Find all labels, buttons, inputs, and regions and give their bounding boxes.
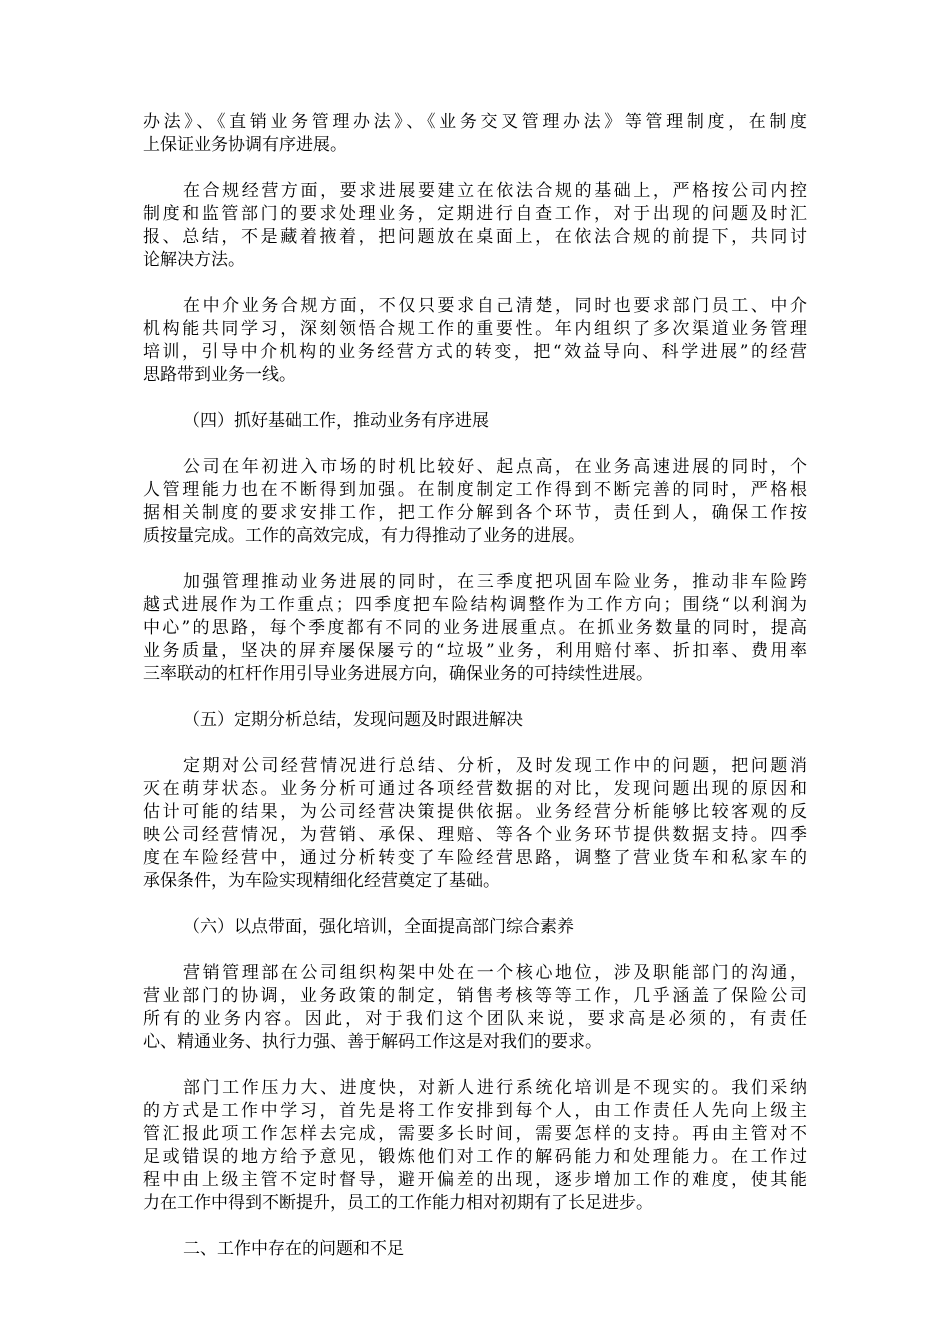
- paragraph-line: 营业部门的协调，业务政策的制定，销售考核等等工作，几乎涵盖了保险公司: [143, 986, 807, 1006]
- paragraph-line: 论解决方法。: [143, 250, 245, 270]
- paragraph-line: 思路带到业务一线。: [143, 365, 296, 385]
- paragraph-line: 加强管理推动业务进展的同时，在三季度把巩固车险业务，推动非车险跨: [183, 572, 807, 592]
- paragraph-line: 心、精通业务、执行力强、善于解码工作这是对我们的要求。: [143, 1032, 602, 1052]
- paragraph-line: 报、总结，不是藏着掖着，把问题放在桌面上，在依法合规的前提下，共同讨: [143, 227, 807, 247]
- paragraph-line: 足或错误的地方给予意见，锻炼他们对工作的解码能力和处理能力。在工作过: [143, 1147, 807, 1167]
- paragraph-line: 公司在年初进入市场的时机比较好、起点高，在业务高速进展的同时，个: [183, 457, 807, 477]
- paragraph-line: 估计可能的结果，为公司经营决策提供依据。业务经营分析能够比较客观的反: [143, 802, 807, 822]
- body-paragraph: [143, 456, 807, 548]
- body-paragraph: [143, 111, 807, 157]
- paragraph-line: 所有的业务内容。因此，对于我们这个团队来说，要求高是必须的，有责任: [143, 1009, 807, 1029]
- paragraph-line: 度在车险经营中，通过分析转变了车险经营思路，调整了营业货车和私家车的: [143, 848, 807, 868]
- paragraph-line: 办法》、《直销业务管理办法》、《业务交叉管理办法》等管理制度，在制度: [143, 112, 807, 132]
- paragraph-line: 中心”的思路，每个季度都有不同的业务进展重点。在抓业务数量的同时，提高: [143, 618, 807, 638]
- paragraph-line: 业务质量，坚决的屏弃屡保屡亏的“垃圾”业务，利用赔付率、折扣率、费用率: [143, 641, 807, 661]
- paragraph-line: 据相关制度的要求安排工作，把工作分解到各个环节，责任到人，确保工作按: [143, 503, 807, 523]
- section-heading: （六）以点带面，强化培训，全面提高部门综合素养: [183, 917, 574, 937]
- paragraph-line: 的方式是工作中学习，首先是将工作安排到每个人，由工作责任人先向上级主: [143, 1101, 807, 1121]
- paragraph-line: 营销管理部在公司组织构架中处在一个核心地位，涉及职能部门的沟通，: [183, 963, 807, 983]
- paragraph-line: 越式进展作为工作重点；四季度把车险结构调整作为工作方向；围绕“以利润为: [143, 595, 807, 615]
- paragraph-line: 在合规经营方面，要求进展要建立在依法合规的基础上，严格按公司内控: [183, 181, 807, 201]
- body-paragraph: [143, 295, 807, 387]
- body-paragraph: [143, 1077, 807, 1215]
- paragraph-line: 承保条件，为车险实现精细化经营奠定了基础。: [143, 871, 500, 891]
- paragraph-line: 制度和监管部门的要求处理业务，定期进行自查工作，对于出现的问题及时汇: [143, 204, 807, 224]
- body-paragraph: [143, 755, 807, 893]
- paragraph-line: 管汇报此项工作怎样去完成，需要多长时间，需要怎样的支持。再由主管对不: [143, 1124, 807, 1144]
- paragraph-line: 质按量完成。工作的高效完成，有力得推动了业务的进展。: [143, 526, 585, 546]
- paragraph-line: 程中由上级主管不定时督导，避开偏差的出现，逐步增加工作的难度，使其能: [143, 1170, 807, 1190]
- paragraph-line: 灭在萌芽状态。业务分析可通过各项经营数据的对比，发现问题出现的原因和: [143, 779, 807, 799]
- paragraph-line: 部门工作压力大、进度快，对新人进行系统化培训是不现实的。我们采纳: [183, 1078, 807, 1098]
- paragraph-line: 培训，引导中介机构的业务经营方式的转变，把“效益导向、科学进展”的经营: [143, 342, 807, 362]
- paragraph-line: 三率联动的杠杆作用引导业务进展方向，确保业务的可持续性进展。: [143, 664, 653, 684]
- paragraph-line: 机构能共同学习，深刻领悟合规工作的重要性。年内组织了多次渠道业务管理: [143, 319, 807, 339]
- body-paragraph: [143, 962, 807, 1054]
- paragraph-line: 人管理能力也在不断得到加强。在制度制定工作得到不断完善的同时，严格根: [143, 480, 807, 500]
- paragraph-line: 映公司经营情况，为营销、承保、理赔、等各个业务环节提供数据支持。四季: [143, 825, 807, 845]
- section-heading: 二、工作中存在的问题和不足: [183, 1239, 404, 1259]
- document-body: [143, 111, 807, 1284]
- section-heading: （五）定期分析总结，发现问题及时跟进解决: [183, 710, 523, 730]
- paragraph-line: 在中介业务合规方面，不仅只要求自己清楚，同时也要求部门员工、中介: [183, 296, 807, 316]
- paragraph-line: 上保证业务协调有序进展。: [143, 135, 347, 155]
- body-paragraph: [143, 180, 807, 272]
- paragraph-line: 力在工作中得到不断提升，员工的工作能力相对初期有了长足进步。: [143, 1193, 653, 1213]
- body-paragraph: [143, 571, 807, 686]
- section-heading: （四）抓好基础工作，推动业务有序进展: [183, 411, 489, 431]
- paragraph-line: 定期对公司经营情况进行总结、分析，及时发现工作中的问题，把问题消: [183, 756, 807, 776]
